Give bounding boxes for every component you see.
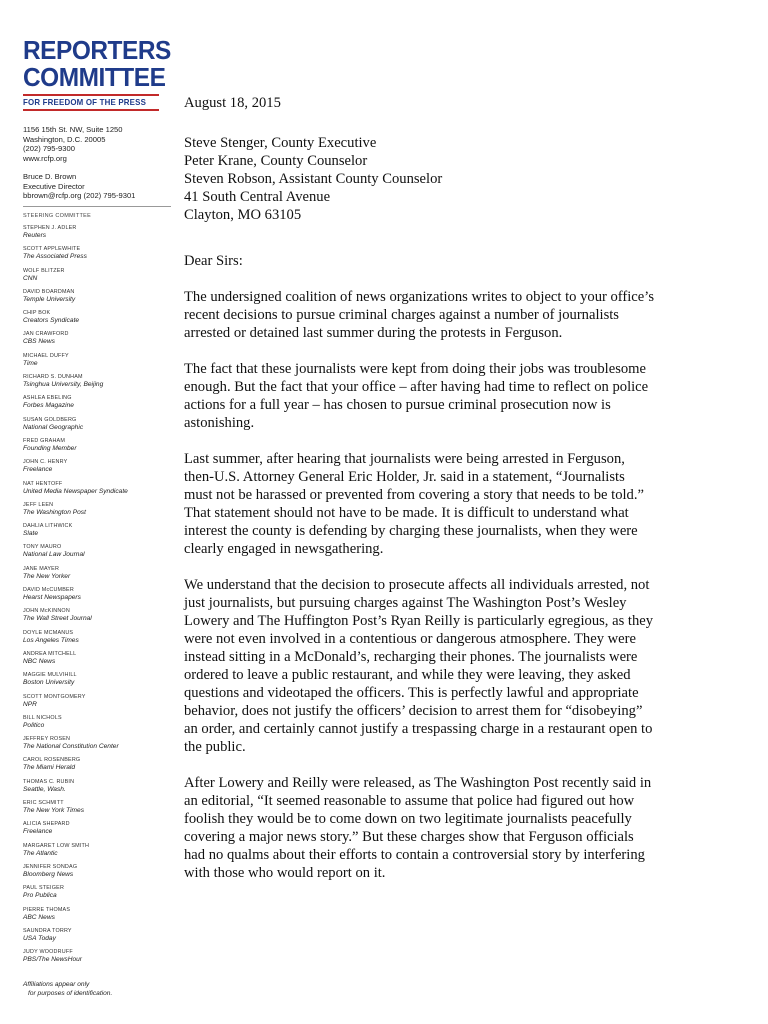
- member-name: STEPHEN J. ADLER: [23, 225, 77, 231]
- member-name: JANE MAYER: [23, 565, 60, 572]
- committee-member: [23, 225, 173, 246]
- committee-member: [23, 374, 173, 395]
- member-name: JOHN McKINNON: [23, 608, 70, 615]
- committee-member: [23, 757, 173, 778]
- committee-member: [23, 907, 173, 928]
- member-name: JAN CRAWFORD: [23, 331, 69, 338]
- member-name: BILL NICHOLS: [23, 714, 62, 721]
- paragraph: After Lowery and Reilly were released, as The Washington Post recently said in an editorial, “It seemed reasonable to assume that police had figured out how foolish they would be to come down on two legitimate journalists peacefully covering a major news story.” But these charges show that Ferguson officials had no qualms about their efforts to contain a controversial story by interfering with those who would report on it.: [184, 775, 652, 881]
- committee-member: [23, 566, 173, 587]
- letter-date: August 18, 2015: [184, 95, 281, 111]
- committee-member: [23, 353, 173, 374]
- committee-member: [23, 885, 173, 906]
- member-affiliation: The New Yorker: [23, 572, 71, 580]
- salutation: Dear Sirs:: [184, 253, 243, 269]
- addressee-line: Steven Robson, Assistant County Counselor: [184, 171, 443, 187]
- member-name: NAT HENTOFF: [23, 480, 63, 487]
- member-name: ERIC SCHMITT: [23, 800, 64, 807]
- member-affiliation: Tsinghua University, Beijing: [23, 381, 104, 389]
- member-affiliation: CBS News: [23, 338, 55, 346]
- member-affiliation: Temple University: [23, 295, 76, 303]
- member-name: MARGARET LOW SMITH: [23, 842, 90, 849]
- committee-member: [23, 843, 173, 864]
- committee-member: [23, 502, 173, 523]
- member-affiliation: Forbes Magazine: [23, 402, 74, 410]
- addressee-line: Clayton, MO 63105: [184, 207, 302, 223]
- committee-member: [23, 523, 173, 544]
- letter-body: [184, 90, 654, 882]
- addressee-line: Peter Krane, County Counselor: [184, 153, 368, 169]
- logo-tagline-bar: [23, 94, 159, 111]
- steering-committee-list: [23, 225, 173, 970]
- committee-member: [23, 736, 173, 757]
- committee-member: [23, 544, 173, 565]
- member-affiliation: The Associated Press: [23, 253, 87, 261]
- committee-member: [23, 608, 173, 629]
- member-affiliation: The Washington Post: [23, 508, 86, 516]
- member-affiliation: NPR: [23, 700, 37, 708]
- committee-member: [23, 481, 173, 502]
- address-city: Washington, D.C. 20005: [23, 134, 106, 144]
- address-website: www.rcfp.org: [23, 154, 67, 164]
- paragraph: The undersigned coalition of news organizations writes to object to your office’s recent decisions to pursue criminal charges against a number of journalists arrested or detained last summer during the protests in Ferguson.: [184, 289, 654, 341]
- director-contact: bbrown@rcfp.org (202) 795-9301: [23, 191, 136, 201]
- member-name: WOLF BLITZER: [23, 267, 65, 274]
- member-affiliation: Creators Syndicate: [23, 317, 80, 325]
- committee-member: [23, 779, 173, 800]
- logo-line-2: COMMITTEE: [23, 62, 166, 92]
- member-affiliation: United Media Newspaper Syndicate: [23, 487, 128, 495]
- member-affiliation: Politico: [23, 721, 45, 729]
- member-affiliation: ABC News: [23, 913, 55, 921]
- member-name: SUSAN GOLDBERG: [23, 416, 77, 423]
- director-name: Bruce D. Brown: [23, 171, 77, 181]
- member-name: JEFFREY ROSEN: [23, 736, 71, 743]
- member-name: DAVID McCUMBER: [23, 587, 74, 594]
- committee-member: [23, 651, 173, 672]
- member-affiliation: Bloomberg News: [23, 870, 74, 878]
- committee-member: [23, 928, 173, 949]
- member-name: PAUL STEIGER: [23, 885, 65, 892]
- member-affiliation: Founding Member: [23, 444, 77, 452]
- affiliations-note-line-1: Affiliations appear only: [23, 981, 90, 988]
- member-affiliation: Seattle, Wash.: [23, 785, 66, 793]
- member-affiliation: CNN: [23, 274, 38, 282]
- member-affiliation: National Law Journal: [23, 551, 85, 559]
- committee-member: [23, 864, 173, 885]
- committee-member: [23, 694, 173, 715]
- address-street: 1156 15th St. NW, Suite 1250: [23, 125, 123, 134]
- committee-member: [23, 630, 173, 651]
- committee-member: [23, 672, 173, 693]
- member-affiliation: The National Constitution Center: [23, 743, 119, 751]
- member-name: DAHLIA LITHWICK: [23, 523, 73, 530]
- member-affiliation: Los Angeles Times: [23, 636, 79, 644]
- paragraph: The fact that these journalists were kept from doing their jobs was troublesome enough. But the fact that your office – after having had time to reflect on police actions for a full year – has chosen to pursue criminal prosecution now is astonishing.: [184, 361, 649, 431]
- committee-member: [23, 438, 173, 459]
- member-affiliation: NBC News: [23, 657, 56, 665]
- member-name: DAVID BOARDMAN: [23, 288, 75, 295]
- member-affiliation: The New York Times: [23, 807, 85, 815]
- member-name: JOHN C. HENRY: [23, 459, 68, 466]
- org-address-block: [23, 125, 173, 201]
- member-name: JUDY WOODRUFF: [23, 949, 73, 956]
- committee-member: [23, 800, 173, 821]
- director-title: Executive Director: [23, 181, 85, 191]
- member-affiliation: Pro Publica: [23, 892, 57, 900]
- address-phone: (202) 795-9300: [23, 144, 75, 154]
- member-name: MAGGIE MULVIHILL: [23, 672, 77, 679]
- committee-member: [23, 821, 173, 842]
- member-name: DOYLE MCMANUS: [23, 629, 74, 636]
- member-name: ALICIA SHEPARD: [23, 821, 70, 828]
- member-affiliation: Hearst Newspapers: [23, 594, 81, 602]
- member-name: JENNIFER SONDAG: [23, 863, 78, 870]
- member-affiliation: Boston University: [23, 679, 75, 687]
- member-name: FRED GRAHAM: [23, 437, 66, 444]
- member-affiliation: USA Today: [23, 934, 56, 942]
- addressee-line: Steve Stenger, County Executive: [184, 135, 377, 151]
- divider: [23, 206, 171, 207]
- member-name: SAUNDRA TORRY: [23, 927, 72, 934]
- logo-tagline: FOR FREEDOM OF THE PRESS: [23, 97, 147, 107]
- committee-member: [23, 417, 173, 438]
- member-affiliation: Freelance: [23, 466, 53, 474]
- committee-member: [23, 268, 173, 289]
- member-affiliation: The Wall Street Journal: [23, 615, 92, 623]
- member-affiliation: Reuters: [23, 232, 47, 239]
- committee-member: [23, 246, 173, 267]
- member-name: SCOTT APPLEWHITE: [23, 246, 81, 253]
- member-affiliation: Freelance: [23, 828, 53, 836]
- member-name: THOMAS C. RUBIN: [23, 778, 75, 785]
- committee-member: [23, 395, 173, 416]
- member-affiliation: The Atlantic: [23, 849, 58, 857]
- member-name: ANDREA MITCHELL: [23, 650, 77, 657]
- member-name: TONY MAURO: [23, 544, 62, 551]
- affiliations-note: [23, 980, 112, 998]
- committee-member: [23, 331, 173, 352]
- addressee-line: 41 South Central Avenue: [184, 189, 331, 205]
- committee-member: [23, 289, 173, 310]
- member-name: CAROL ROSENBERG: [23, 757, 81, 764]
- logo-line-1: REPORTERS: [23, 35, 171, 65]
- member-name: CHIP BOK: [23, 310, 51, 317]
- member-name: MICHAEL DUFFY: [23, 352, 69, 359]
- committee-member: [23, 459, 173, 480]
- steering-committee-title: STEERING COMMITTEE: [23, 213, 92, 219]
- committee-member: [23, 587, 173, 608]
- member-name: RICHARD S. DUNHAM: [23, 374, 83, 381]
- org-logo: [23, 35, 171, 111]
- paragraph: We understand that the decision to prosecute affects all individuals arrested, not just journalists, but pursuing charges against The Washington Post’s Wesley Lowery and The Huffington Post’s Ryan Reilly is particularly egregious, as they were not even involved in a contentious or dangerous atmosphere. They were instead sitting in a McDonald’s, recharging their phones. The journalists were ordered to leave a public restaurant, and while they were leaving, they asked questions and videotaped the officers. This is perfectly lawful and appropriate behavior, does not justify the officers’ decision to arrest them for “disobeying” an order, and certainly cannot justify a trespassing charge in a restaurant open to the public.: [184, 577, 654, 755]
- member-affiliation: The Miami Herald: [23, 764, 76, 772]
- member-name: ASHLEA EBELING: [23, 395, 72, 402]
- member-name: JEFF LEEN: [23, 501, 54, 508]
- committee-member: [23, 949, 173, 970]
- member-affiliation: Slate: [23, 530, 39, 538]
- committee-member: [23, 715, 173, 736]
- member-name: PIERRE THOMAS: [23, 906, 71, 913]
- member-affiliation: National Geographic: [23, 423, 84, 431]
- paragraph: Last summer, after hearing that journalists were being arrested in Ferguson, then-U.S. Attorney General Eric Holder, Jr. said in a statement, “Journalists must not be harassed or prevented from covering a story that needs to be told.” That statement should not have to be made. It is difficult to understand what interest the county is defending by charging these journalists, when they were clearly engaged in newsgathering.: [184, 451, 644, 557]
- committee-member: [23, 310, 173, 331]
- member-affiliation: PBS/The NewsHour: [23, 956, 82, 964]
- member-name: SCOTT MONTGOMERY: [23, 693, 86, 700]
- addressee-block: [184, 134, 654, 224]
- member-affiliation: Time: [23, 359, 38, 367]
- affiliations-note-line-2: for purposes of identification.: [28, 990, 113, 997]
